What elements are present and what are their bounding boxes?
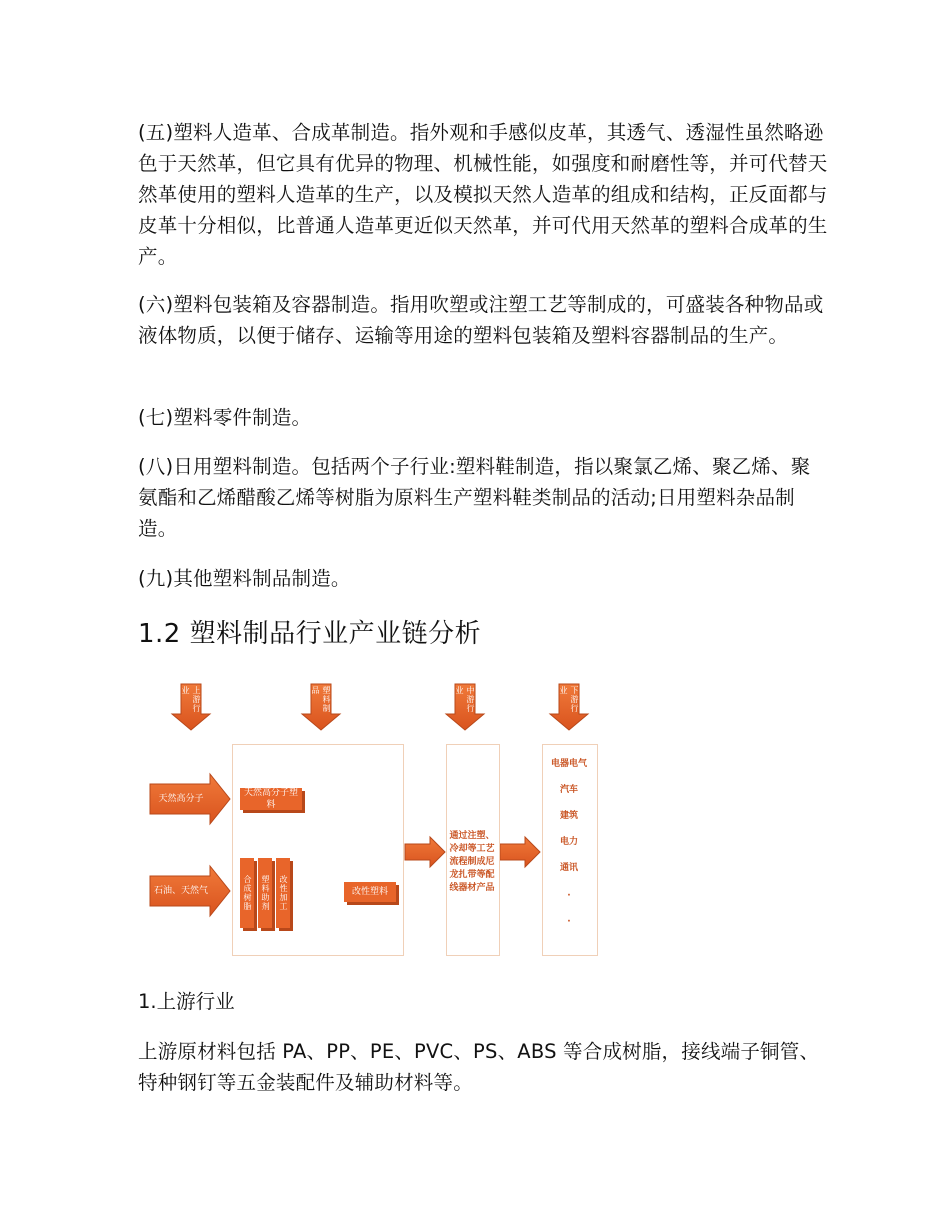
paragraph-8: (八)日用塑料制造。包括两个子行业:塑料鞋制造，指以聚氯乙烯、聚乙烯、聚氨酯和乙烯醋酸乙烯等树脂为原料生产塑料鞋类制品的活动;日用塑料杂品制造。 — [138, 455, 811, 540]
right-arrow-to-middle — [405, 837, 445, 867]
input-natural-label: 天然高分子 — [158, 794, 204, 804]
paragraph-upstream: 上游原材料包括 PA、PP、PE、PVC、PS、ABS 等合成树脂，接线端子铜管、特种钢钉等五金装配件及辅助材料等。 — [138, 1040, 820, 1094]
downstream-item-7: · — [567, 917, 571, 927]
top-label-downstream: 下游行业 — [559, 686, 579, 713]
paragraph-7: (七)塑料零件制造。 — [138, 406, 312, 429]
downstream-item-5: 通讯 — [559, 863, 578, 873]
top-label-plastic: 塑料制品 — [311, 686, 331, 713]
paragraph-5: (五)塑料人造革、合成革制造。指外观和手感似皮革，其透气、透湿性虽然略逊色于天然革，但它具有优异的物理、机械性能，如强度和耐磨性等，并可代替天然革使用的塑料人造革的生产，以及模拟天然人造革的组成和结构，正反面都与皮革十分相似，比普通人造革更近似天然革，并可代用天然革的塑料合成革的生产。 — [138, 121, 828, 268]
downstream-item-1: 电器电气 — [550, 759, 587, 769]
midstream-process-text: 通过注塑、冷却等工艺流程制成尼龙扎带等配线器材产品 — [449, 831, 495, 893]
section-heading: 1.2 塑料制品行业产业链分析 — [138, 619, 482, 649]
additive-label: 塑料助剂 — [261, 875, 270, 911]
top-label-upstream: 上游行业 — [181, 686, 201, 713]
paragraph-6: (六)塑料包装箱及容器制造。指用吹塑或注塑工艺等制成的，可盛装各种物品或液体物质，以便于储存、运输等用途的塑料包装箱及塑料容器制品的生产。 — [138, 293, 824, 347]
synthetic-resin-label: 合成树脂 — [243, 875, 252, 911]
right-arrow-to-downstream — [500, 837, 540, 867]
downstream-item-6: · — [567, 891, 571, 901]
paragraph-9: (九)其他塑料制品制造。 — [138, 567, 351, 590]
subheading-upstream: 1.上游行业 — [138, 990, 235, 1013]
downstream-item-3: 建筑 — [559, 811, 578, 821]
modification-label: 改性加工 — [279, 875, 288, 911]
natural-plastic-label: 天然高分子塑料 — [240, 788, 302, 810]
industry-chain-diagram — [140, 672, 600, 962]
downstream-item-4: 电力 — [559, 837, 578, 847]
input-petroleum-label: 石油、天然气 — [153, 886, 208, 896]
top-label-midstream: 中游行业 — [455, 686, 475, 713]
downstream-item-2: 汽车 — [559, 785, 578, 795]
modified-plastic-label: 改性塑料 — [344, 882, 396, 902]
